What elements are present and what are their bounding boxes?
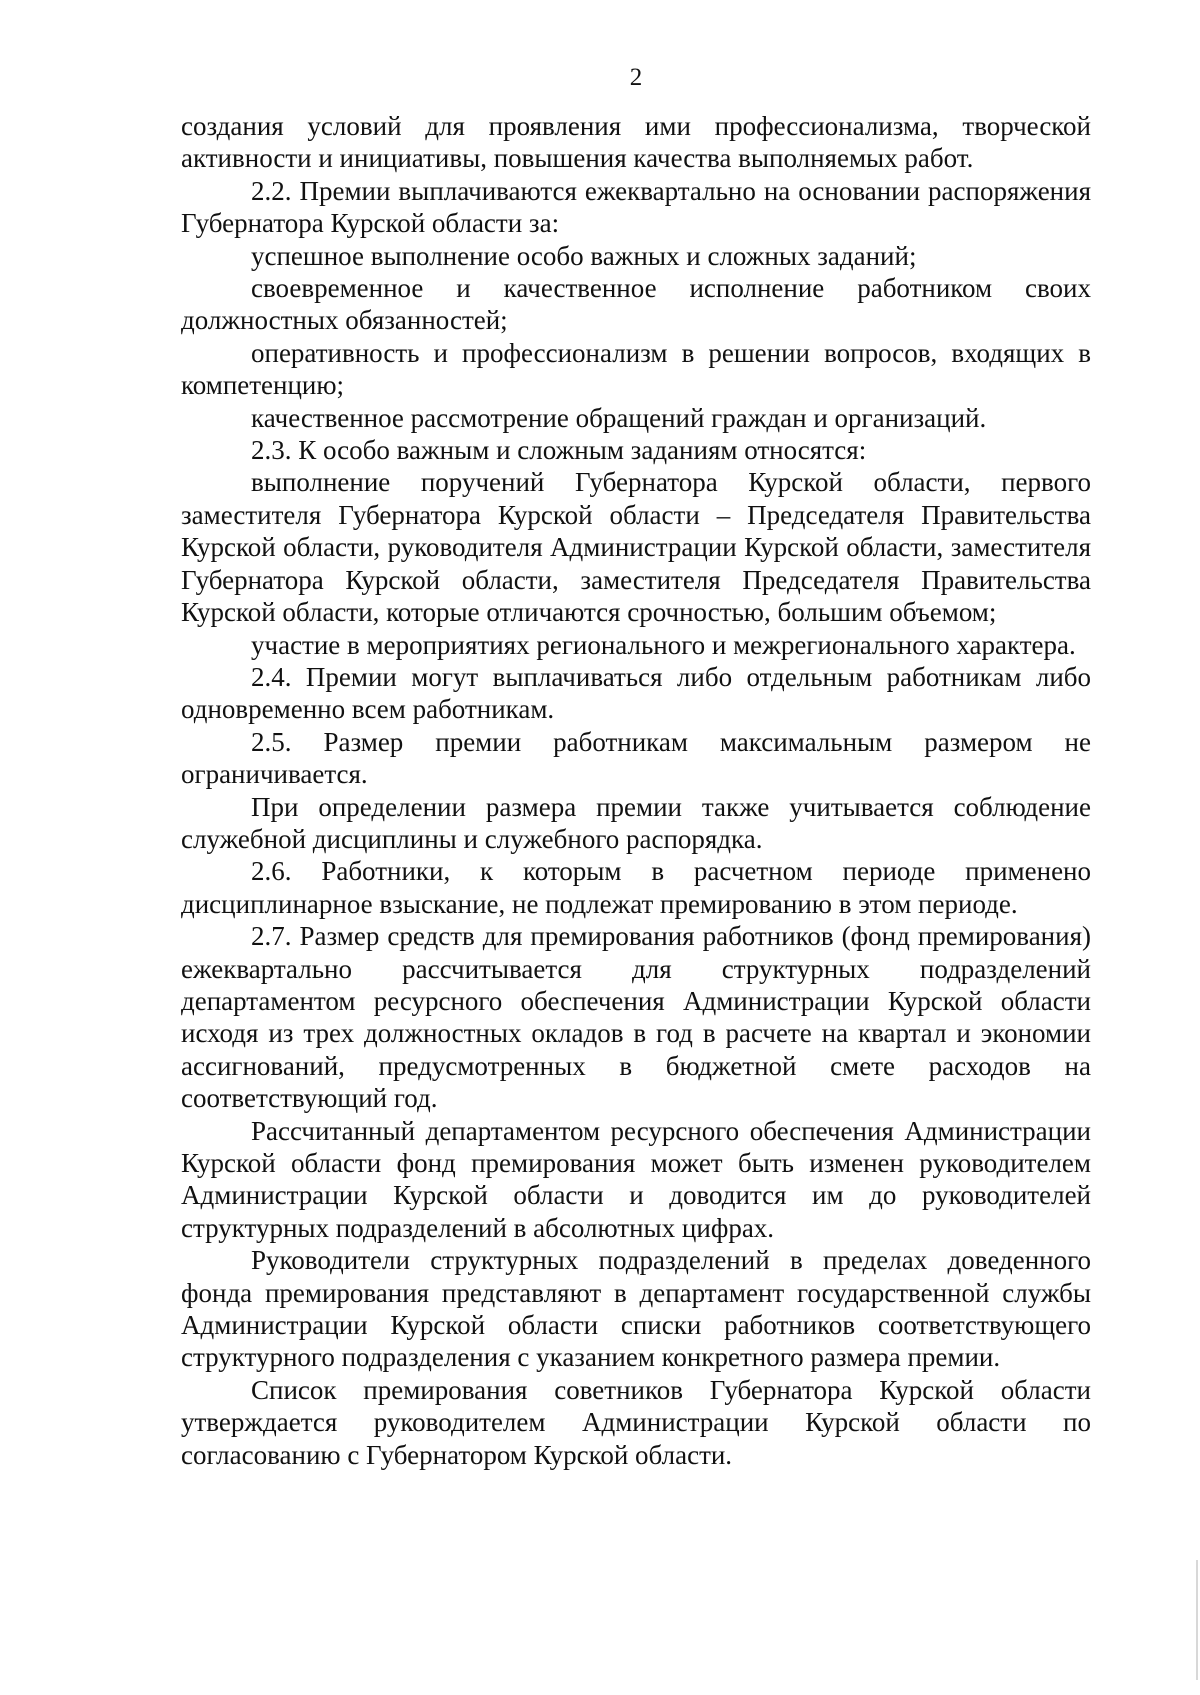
paragraph: Рассчитанный департаментом ресурсного обеспечения Администрации Курской области фонд премирования может быть изменен руководителем Администрации Курской области и доводится им до руководителей структурных подразделений в абсолютных цифрах. (181, 1115, 1091, 1243)
paragraph-2-5: 2.5. Размер премии работникам максимальным размером не ограничивается. (181, 726, 1091, 790)
paragraph: своевременное и качественное исполнение работником своих должностных обязанностей; (181, 273, 1091, 336)
paragraph: выполнение поручений Губернатора Курской области, первого заместителя Губернатора Курской области – Председателя Правительства Курской области, руководителя Администрации Курской области, заместителя Губернатора Курской области, заместителя Председателя Правительства Курской области, которые отличаются срочностью, большим объемом; (181, 467, 1091, 628)
paragraph-2-3: 2.3. К особо важным и сложным заданиям относятся: (251, 435, 867, 466)
document-body (181, 110, 1091, 1471)
paragraph-2-4: 2.4. Премии могут выплачиваться либо отдельным работникам либо одновременно всем работникам. (181, 661, 1091, 725)
paragraph: Руководители структурных подразделений в пределах доведенного фонда премирования представляют в департамент государственной службы Администрации Курской области списки работников соответствующего структурного подразделения с указанием конкретного размера премии. (181, 1245, 1091, 1373)
paragraph-2-6: 2.6. Работники, к которым в расчетном периоде применено дисциплинарное взыскание, не подлежат премированию в этом периоде. (181, 856, 1091, 919)
paragraph-2-7: 2.7. Размер средств для премирования работников (фонд премирования) ежеквартально рассчитывается для структурных подразделений департаментом ресурсного обеспечения Администрации Курской области исходя из трех должностных окладов в год в расчете на квартал и экономии ассигнований, предусмотренных в бюджетной смете расходов на соответствующий год. (181, 921, 1091, 1114)
paragraph: оперативность и профессионализм в решении вопросов, входящих в компетенцию; (181, 337, 1091, 401)
paragraph: качественное рассмотрение обращений граждан и организаций. (251, 402, 987, 433)
paragraph: При определении размера премии также учитывается соблюдение служебной дисциплины и служебного распорядка. (181, 791, 1091, 854)
paragraph: создания условий для проявления ими профессионализма, творческой активности и инициативы, повышения качества выполняемых работ. (181, 111, 1091, 174)
page-number: 2 (629, 64, 643, 91)
paragraph: успешное выполнение особо важных и сложных заданий; (251, 240, 917, 271)
paragraph-2-2: 2.2. Премии выплачиваются ежеквартально на основании распоряжения Губернатора Курской области за: (181, 175, 1091, 239)
paragraph: участие в мероприятиях регионального и межрегионального характера. (251, 629, 1076, 660)
paragraph: Список премирования советников Губернатора Курской области утверждается руководителем Администрации Курской области по согласованию с Губернатором Курской области. (181, 1374, 1091, 1470)
scan-edge-mark (1196, 1560, 1198, 1680)
